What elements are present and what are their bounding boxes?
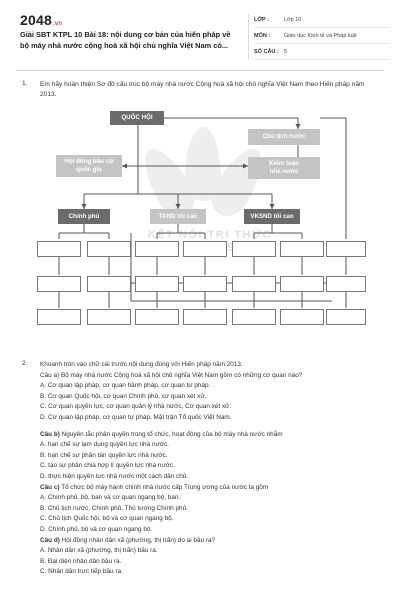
meta-key: LỚP : (254, 16, 269, 23)
meta-row-count (254, 44, 390, 60)
blank-box[interactable] (135, 276, 179, 292)
option[interactable]: C. tạo sự phân chia hợp lí quyền lực nhà nước. (40, 462, 175, 470)
state-structure-diagram (0, 105, 400, 350)
node-quoc-hoi: QUỐC HỘI (110, 111, 164, 125)
blank-box[interactable] (232, 309, 276, 325)
question-text: Em hãy hoàn thiện Sơ đồ cấu trúc bộ máy nhà nước Cộng hoà xã hội chủ nghĩa Việt Nam theo Hiến pháp năm 2013. (40, 81, 365, 98)
node-chinh-phu: Chính phủ (58, 209, 110, 224)
option[interactable]: A. Chính phủ, bộ, ban và cơ quan ngang bộ, ban. (40, 494, 181, 502)
option[interactable]: D. thực hiện quyền lực nhà nước một cách dân chủ. (40, 472, 189, 480)
blank-box[interactable] (183, 241, 227, 257)
node-hoi-dong-bau-cu (56, 155, 122, 177)
option[interactable]: B. Cơ quan Quốc hội, cơ quan Chính phủ, cơ quan xét xử. (40, 392, 207, 400)
option[interactable]: B. hạn chế sự phân tán quyền lực nhà nước. (40, 451, 168, 459)
meta-key: SỐ CÂU : (254, 48, 279, 55)
meta-value: 5 (284, 48, 288, 55)
question-a: Câu a) Bộ máy nhà nước Cộng hoà xã hội chủ nghĩa Việt Nam gồm có những cơ quan nào? (40, 371, 303, 379)
meta-key: MÔN : (254, 32, 271, 39)
blank-box[interactable] (232, 276, 276, 292)
option[interactable]: B. Chủ tịch nước, Chính phủ, Thủ tướng Chính phủ. (40, 504, 188, 512)
watermark-line-1: KẾT NỐI TRI THỨC (147, 229, 273, 241)
site-logo[interactable] (20, 12, 62, 28)
meta-row-subject (254, 28, 390, 44)
question-c-text: Tổ chức bộ máy hành chính nhà nước cấp Trung ương của nước ta gồm (61, 483, 269, 491)
question-b (40, 430, 382, 441)
option[interactable]: A. Nhân dân xã (phường, thị trấn) bầu ra. (40, 547, 158, 555)
node-label-line: Kiểm toán (269, 160, 299, 167)
blank-box[interactable] (280, 309, 324, 325)
node-label-line: Hội đồng bầu cử (64, 158, 114, 165)
node-label-line: quốc gia (76, 166, 102, 173)
option[interactable]: D. Cơ quan lập pháp, cơ quan tự pháp, Mặt trận Tổ quốc Việt Nam. (40, 413, 232, 421)
node-tand: TAND tối cao (150, 209, 206, 224)
blank-box[interactable] (232, 241, 276, 257)
question-d (40, 536, 382, 547)
blank-box[interactable] (87, 276, 131, 292)
option[interactable]: D. Chính phủ, bộ và cơ quan ngang bộ. (40, 525, 153, 533)
page-title (20, 30, 248, 51)
meta-value: Giáo dục Kinh tế và Pháp luật (284, 32, 357, 39)
blank-box[interactable] (326, 309, 366, 325)
question-label: Câu b) (40, 430, 60, 438)
option[interactable]: C. Chủ tịch Quốc hội, bộ và cơ quan ngang bộ. (40, 515, 174, 523)
blank-box[interactable] (280, 276, 324, 292)
question-label: Câu d) (40, 536, 60, 544)
blank-box[interactable] (280, 241, 324, 257)
option[interactable]: C. Nhân dân trực tiếp bầu ra. (40, 568, 123, 576)
question-2 (40, 360, 382, 578)
blank-box[interactable] (183, 309, 227, 325)
blank-box[interactable] (326, 241, 366, 257)
question-label: Câu c) (40, 483, 60, 491)
blank-box[interactable] (135, 309, 179, 325)
blank-box[interactable] (183, 276, 227, 292)
question-c (40, 483, 382, 494)
meta-value: Lớp 10 (284, 16, 302, 23)
blank-box[interactable] (135, 241, 179, 257)
blank-box[interactable] (37, 241, 81, 257)
title-line-1: Giải SBT KTPL 10 Bài 18: nội dung cơ bản của hiến pháp về (20, 30, 231, 39)
logo-tld: .vn (52, 21, 63, 27)
meta-row-class (254, 12, 390, 28)
node-label-line: nhà nước (269, 168, 299, 175)
option[interactable]: A. hạn chế sự lạm dụng quyền lực nhà nước. (40, 441, 169, 449)
option[interactable]: A. Cơ quan lập pháp, cơ quan hành pháp, cơ quan tư pháp. (40, 382, 211, 390)
node-vksnd: VKSND tối cao (244, 209, 300, 224)
blank-box[interactable] (37, 309, 81, 325)
blank-box[interactable] (326, 276, 366, 292)
question-d-text: Hội đồng nhân dân xã (phường, thị trấn) do ai bầu ra? (61, 536, 216, 544)
question-b-text: Nguyên tắc phân quyền trong tổ chức, hoạt động của bộ máy nhà nước nhằm (61, 430, 283, 438)
blank-box[interactable] (37, 276, 81, 292)
node-kiem-toan (248, 157, 320, 179)
title-line-2: bộ máy nhà nước cộng hoà xã hội chủ nghĩa Việt Nam có... (20, 40, 228, 50)
blank-box[interactable] (87, 309, 131, 325)
blank-box[interactable] (87, 241, 131, 257)
page-header (0, 0, 400, 70)
question-number: 2. (22, 360, 28, 367)
logo-main: 2048 (20, 12, 52, 28)
meta-separator (248, 14, 249, 60)
question-number: 1. (22, 80, 28, 87)
option[interactable]: C. Cơ quan quyền lực, cơ quan quản lý nhà nước, Cơ quan xét xử. (40, 403, 232, 411)
node-chu-tich-nuoc: Chủ tịch nước (248, 129, 320, 145)
header-divider (16, 70, 384, 71)
question-intro: Khoanh tròn vào chữ cái trước nội dung đúng với Hiến pháp năm 2013. (40, 361, 243, 368)
option[interactable]: B. Đại diện nhân dân bầu ra. (40, 557, 122, 565)
